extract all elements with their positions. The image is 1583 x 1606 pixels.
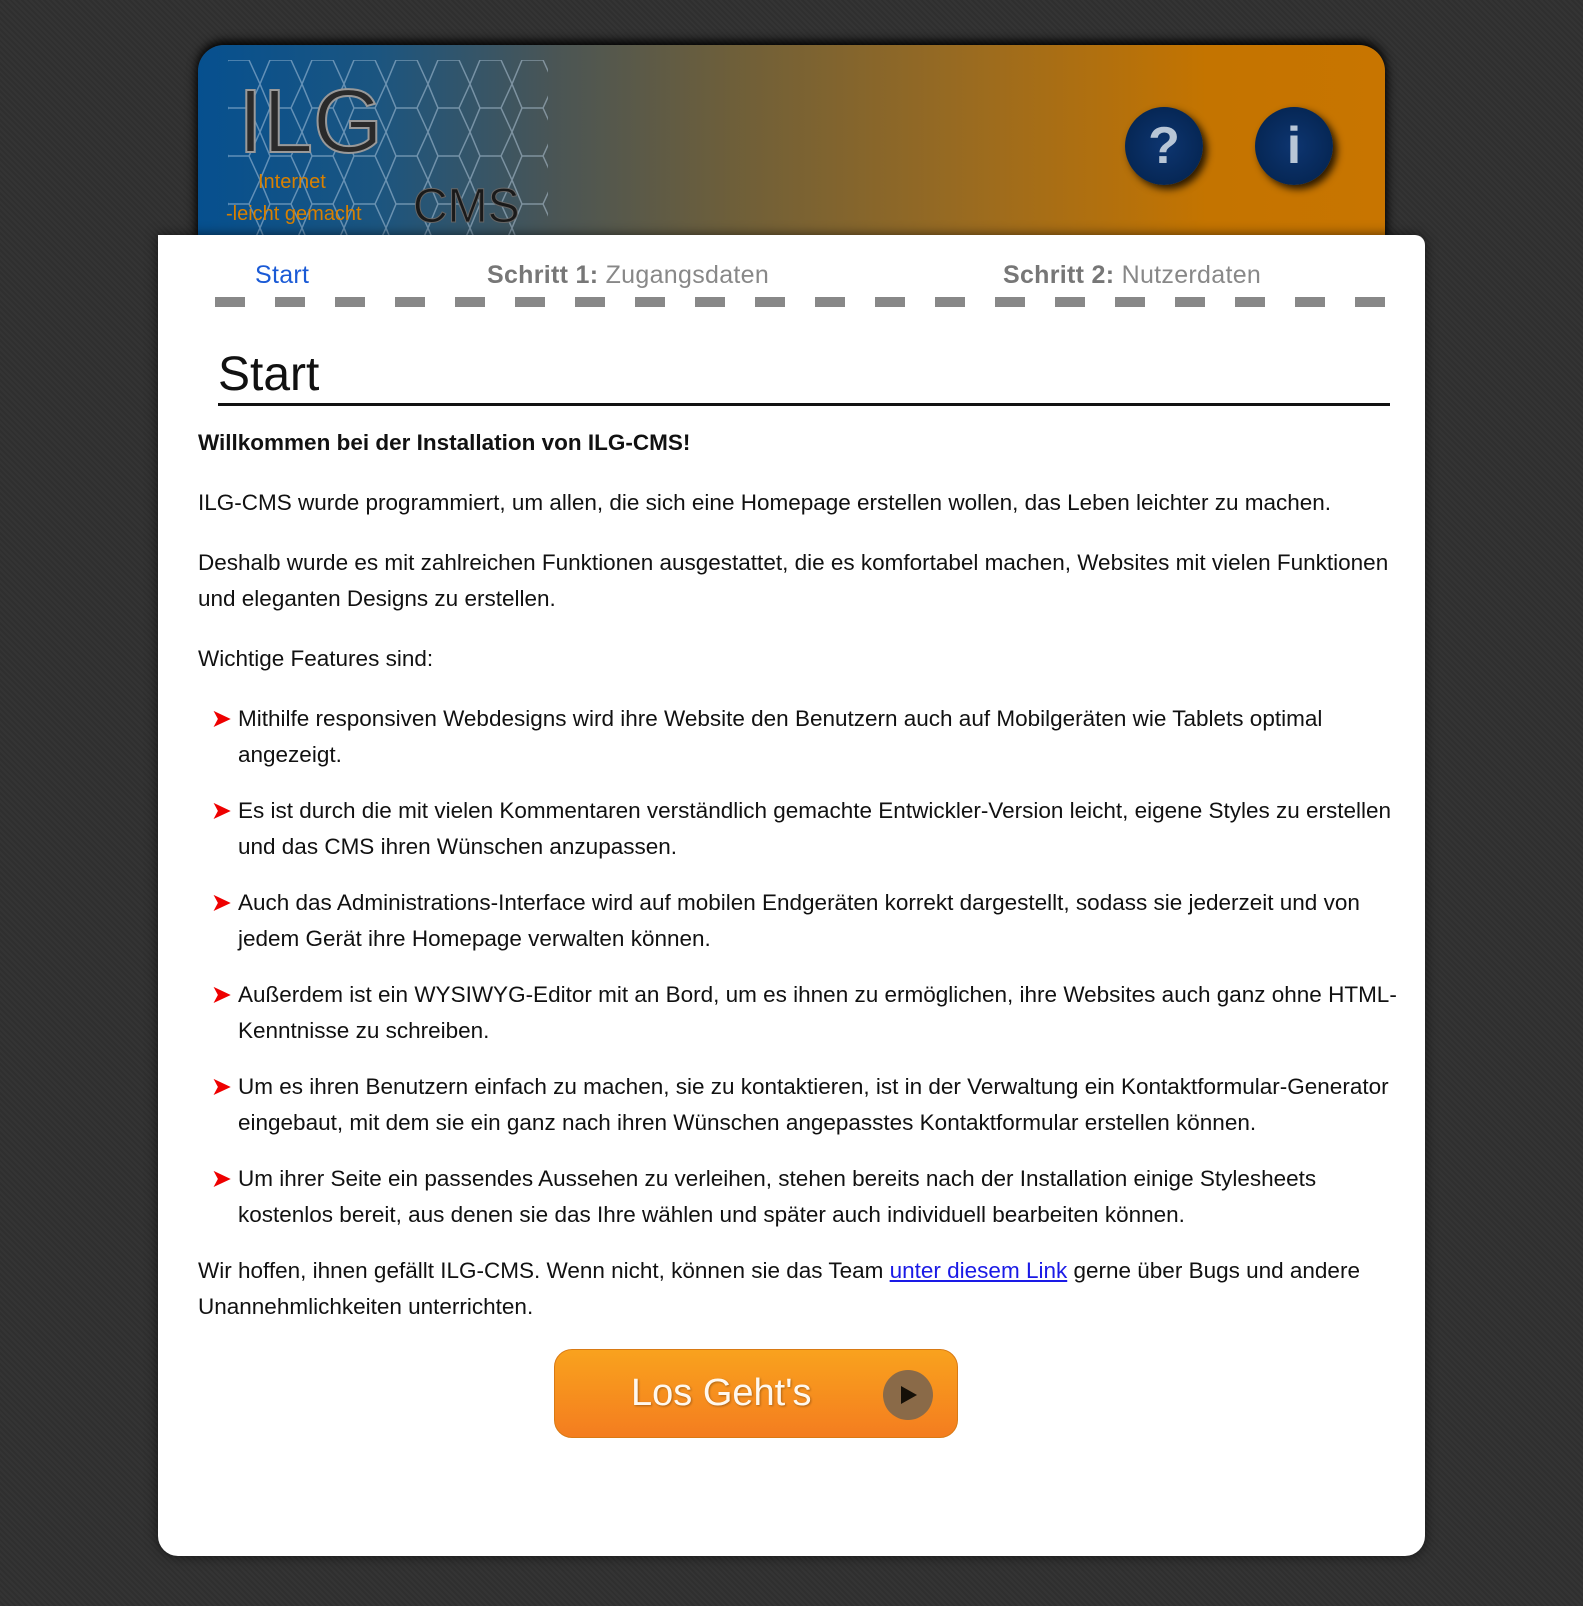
step-prefix: Schritt 2: [1003,261,1115,289]
arrow-bullet-icon: ➤ [212,706,231,731]
arrow-bullet-icon: ➤ [212,982,231,1007]
arrow-bullet-icon: ➤ [212,890,231,915]
los-gehts-button[interactable] [554,1349,958,1438]
arrow-bullet-icon: ➤ [212,1166,231,1191]
header-banner [198,45,1385,245]
closing-text: Wir hoffen, ihnen gefällt ILG-CMS. Wenn nicht, können sie das Team [198,1258,890,1283]
closing-text: gerne über Bugs und andere Unannehmlichkeiten unterrichten. [198,1258,1360,1319]
list-item [198,701,1398,773]
main-card [158,235,1425,1556]
page-title: Start [218,347,1390,406]
intro-paragraph-2: Deshalb wurde es mit zahlreichen Funktionen ausgestattet, die es komfortabel machen, Websites mit vielen Funktionen und eleganten Designs zu erstellen. [198,550,1389,611]
svg-text:CMS: CMS [413,180,520,233]
help-icon: ? [1148,117,1180,175]
svg-text:ILG: ILG [238,72,384,172]
contact-link[interactable]: unter diesem Link [889,1258,1068,1283]
closing-paragraph [198,1253,1398,1325]
step-label: Nutzerdaten [1114,261,1262,289]
ilg-cms-logo [218,60,558,235]
play-icon [883,1370,933,1420]
list-item [198,793,1398,865]
step-label: Zugangsdaten [598,261,770,289]
arrow-bullet-icon: ➤ [212,1074,231,1099]
features-heading: Wichtige Features sind: [198,646,434,671]
list-item [198,977,1398,1049]
help-button[interactable] [1125,107,1203,185]
arrow-bullet-icon: ➤ [212,798,231,823]
info-icon: i [1286,117,1302,175]
feature-text: Um ihrer Seite ein passendes Aussehen zu verleihen, stehen bereits nach der Installation einige Stylesheets kostenlos bereit, aus denen sie das Ihre wählen und später auch individuell bearbeiten können. [238,1166,1317,1227]
welcome-heading: Willkommen bei der Installation von ILG-CMS! [198,430,691,455]
feature-text: Mithilfe responsiven Webdesigns wird ihre Website den Benutzern auch auf Mobilgeräten wie Tablets optimal angezeigt. [238,706,1323,767]
feature-text: Es ist durch die mit vielen Kommentaren verständlich gemachte Entwickler-Version leicht, eigene Styles zu erstellen und das CMS ihren Wünschen anzupassen. [238,798,1392,859]
content [198,235,1398,1498]
svg-text:Internet: Internet [258,171,326,193]
feature-text: Um es ihren Benutzern einfach zu machen, sie zu kontaktieren, ist in der Verwaltung ein Kontaktformular-Generator eingebaut, mit dem sie ein ganz nach ihren Wünschen angepasstes Kontaktformular erstellen können. [238,1074,1389,1135]
info-button[interactable] [1255,107,1333,185]
step-prefix: Schritt 1: [487,261,599,289]
button-label: Los Geht's [631,1372,812,1414]
list-item [198,1069,1398,1141]
intro-paragraph: ILG-CMS wurde programmiert, um allen, die sich eine Homepage erstellen wollen, das Leben leichter zu machen. [198,490,1332,515]
feature-text: Auch das Administrations-Interface wird auf mobilen Endgeräten korrekt dargestellt, sodass sie jederzeit und von jedem Gerät ihre Homepage verwalten können. [238,890,1360,951]
list-item [198,1161,1398,1233]
feature-list [198,701,1398,1233]
feature-text: Außerdem ist ein WYSIWYG-Editor mit an Bord, um es ihnen zu ermöglichen, ihre Websites auch ganz ohne HTML-Kenntnisse zu schreiben. [238,982,1397,1043]
step-label: Start [255,261,310,289]
list-item [198,885,1398,957]
svg-text:-leicht gemacht: -leicht gemacht [226,203,362,225]
